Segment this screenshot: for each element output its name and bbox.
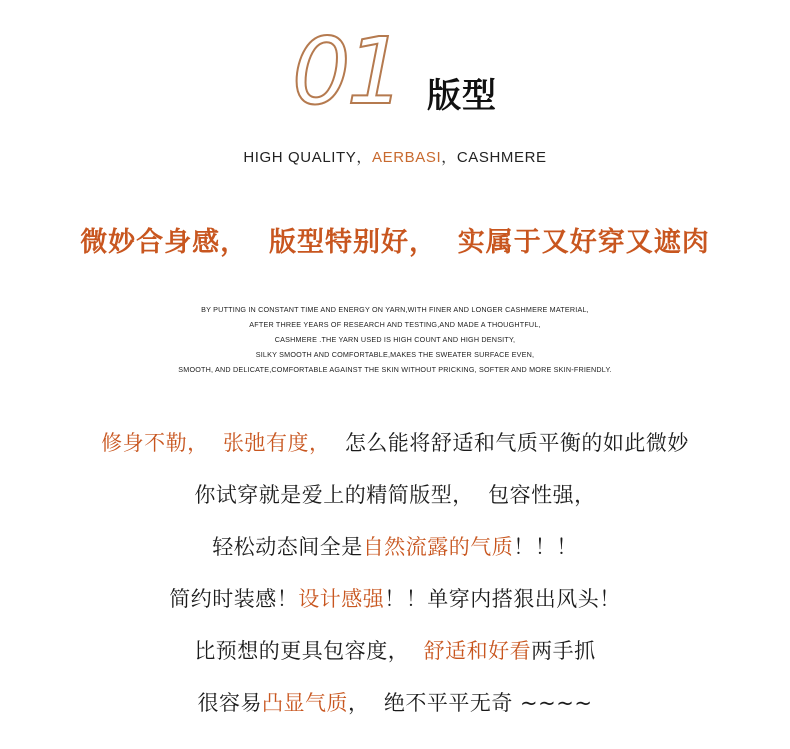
highlight-text: 凸显气质 — [262, 691, 349, 715]
feature-line-6 — [0, 686, 790, 738]
description-line: AFTER THREE YEARS OF RESEARCH AND TESTING,AND MADE A THOUGHTFUL, — [249, 320, 541, 329]
plain-text: 轻松动态间全是 — [212, 535, 363, 559]
feature-line-5 — [0, 634, 790, 686]
plain-text: 你试穿就是爱上的精简版型， 包容性强， — [194, 483, 596, 507]
section-number: 01 — [292, 18, 402, 125]
feature-line-2 — [0, 478, 790, 530]
description-line: SMOOTH, AND DELICATE,COMFORTABLE AGAINST THE SKIN WITHOUT PRICKING, SOFTER AND MORE SKIN-FRIENDLY. — [178, 365, 612, 374]
subtitle-part-2: ，CASHMERE — [441, 149, 547, 166]
brand-subtitle — [0, 146, 790, 167]
plain-text: ， 绝不平平无奇 ~~~~ — [348, 691, 593, 715]
plain-text: 比预想的更具包容度， — [194, 639, 424, 663]
feature-line-4 — [0, 582, 790, 634]
highlight-text: 自然流露的气质 — [362, 535, 514, 559]
plain-text: 很容易 — [197, 691, 263, 715]
section-header — [0, 18, 790, 125]
plain-text: ！！单穿内搭狠出风头！ — [384, 587, 621, 611]
english-description — [0, 302, 790, 377]
subtitle-part-1: HIGH QUALITY， — [243, 149, 372, 166]
plain-text: ！！！ — [513, 535, 578, 559]
description-line: SILKY SMOOTH AND COMFORTABLE,MAKES THE SWEATER SURFACE EVEN, — [255, 350, 535, 359]
section-title: 版型 — [427, 76, 497, 116]
headline: 微妙合身感， 版型特别好， 实属于又好穿又遮肉 — [80, 227, 710, 258]
feature-line-1 — [0, 426, 790, 478]
highlight-text: 设计感强 — [298, 587, 385, 611]
description-line: BY PUTTING IN CONSTANT TIME AND ENERGY ON YARN,WITH FINER AND LONGER CASHMERE MATERIAL, — [201, 305, 589, 314]
feature-line-3 — [0, 530, 790, 582]
subtitle-brand: AERBASI — [372, 149, 442, 166]
description-line: CASHMERE .THE YARN USED IS HIGH COUNT AND HIGH DENSITY, — [274, 335, 516, 344]
plain-text: 简约时装感！ — [169, 587, 299, 611]
feature-lines — [0, 426, 790, 738]
plain-text: 两手抓 — [531, 639, 596, 663]
highlight-text: 修身不勒， 张弛有度， — [101, 431, 331, 455]
highlight-text: 舒适和好看 — [423, 639, 532, 663]
plain-text: 怎么能将舒适和气质平衡的如此微妙 — [330, 431, 689, 455]
